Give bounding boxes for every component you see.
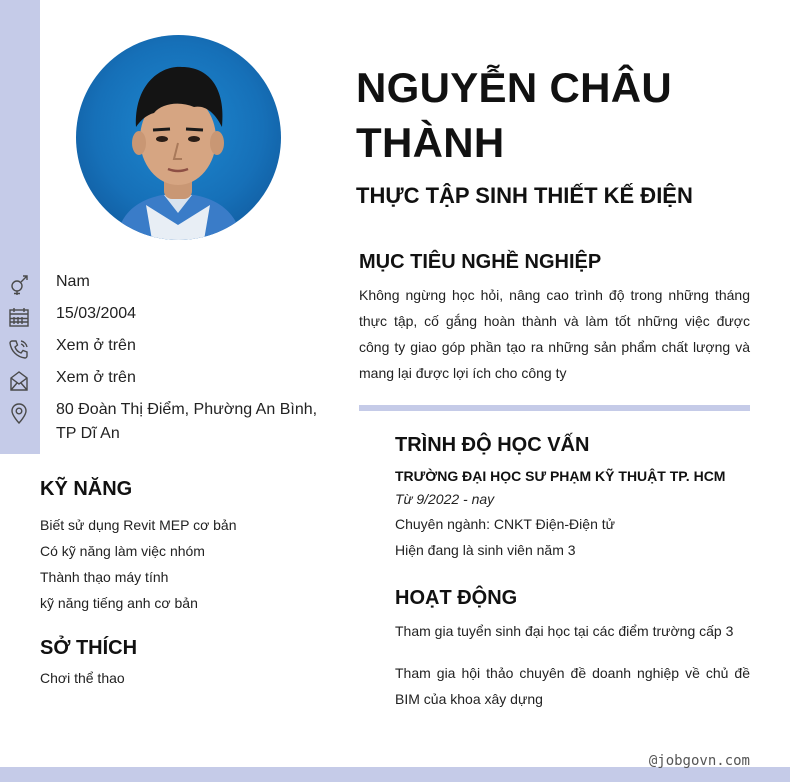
skills-list bbox=[40, 512, 237, 616]
candidate-role: THỰC TẬP SINH THIẾT KẾ ĐIỆN bbox=[356, 183, 693, 208]
education-period: Từ 9/2022 - nay bbox=[395, 491, 495, 507]
hobbies-title: SỞ THÍCH bbox=[40, 637, 138, 659]
contact-email-text: Xem ở trên bbox=[56, 369, 136, 386]
education-school: TRƯỜNG ĐẠI HỌC SƯ PHẠM KỸ THUẬT TP. HCM bbox=[395, 468, 726, 484]
candidate-name: NGUYỄN CHÂU THÀNH bbox=[356, 64, 672, 166]
portrait-illustration bbox=[76, 35, 281, 240]
contact-phone-text: Xem ở trên bbox=[56, 337, 136, 354]
activity-item: Tham gia tuyển sinh đại học tại các điểm trường cấp 3 bbox=[395, 623, 734, 639]
email-icon bbox=[8, 370, 30, 392]
location-pin-icon bbox=[8, 402, 30, 424]
education-status: Hiện đang là sinh viên năm 3 bbox=[395, 542, 576, 558]
hobby-item: Chơi thể thao bbox=[40, 670, 125, 686]
activities-title: HOẠT ĐỘNG bbox=[395, 587, 518, 609]
profile-photo bbox=[76, 35, 281, 240]
contact-birthdate-text: 15/03/2004 bbox=[56, 305, 137, 322]
activity-item: Tham gia hội thảo chuyên đề doanh nghiệp về chủ đề BIM của khoa xây dựng bbox=[395, 665, 750, 707]
contact-gender-text: Nam bbox=[56, 273, 90, 290]
contact-address-text: 80 Đoàn Thị Điểm, Phường An Bình, TP Dĩ An bbox=[56, 401, 318, 442]
gender-icon bbox=[8, 274, 30, 296]
skill-item: Thành thạo máy tính bbox=[40, 569, 169, 585]
education-title: TRÌNH ĐỘ HỌC VẤN bbox=[395, 434, 590, 456]
calendar-icon bbox=[8, 306, 30, 328]
skill-item: Biết sử dụng Revit MEP cơ bản bbox=[40, 517, 237, 533]
phone-icon bbox=[8, 338, 30, 360]
objective-text: Không ngừng học hỏi, nâng cao trình độ trong những tháng thực tập, cố gắng hoàn thành và làm tốt những việc được công ty giao góp phần tạo ra những sản phẩm chất lượng và mang lại được lợi ích cho công ty bbox=[359, 287, 750, 381]
skill-item: kỹ năng tiếng anh cơ bản bbox=[40, 595, 198, 611]
watermark-text: @jobgovn.com bbox=[648, 753, 750, 769]
section-divider bbox=[359, 405, 750, 411]
education-major: Chuyên ngành: CNKT Điện-Điện tử bbox=[395, 516, 616, 532]
footer-accent-strip bbox=[0, 767, 790, 782]
skills-title: KỸ NĂNG bbox=[40, 478, 133, 500]
skill-item: Có kỹ năng làm việc nhóm bbox=[40, 543, 205, 559]
objective-title: MỤC TIÊU NGHỀ NGHIỆP bbox=[359, 251, 602, 273]
